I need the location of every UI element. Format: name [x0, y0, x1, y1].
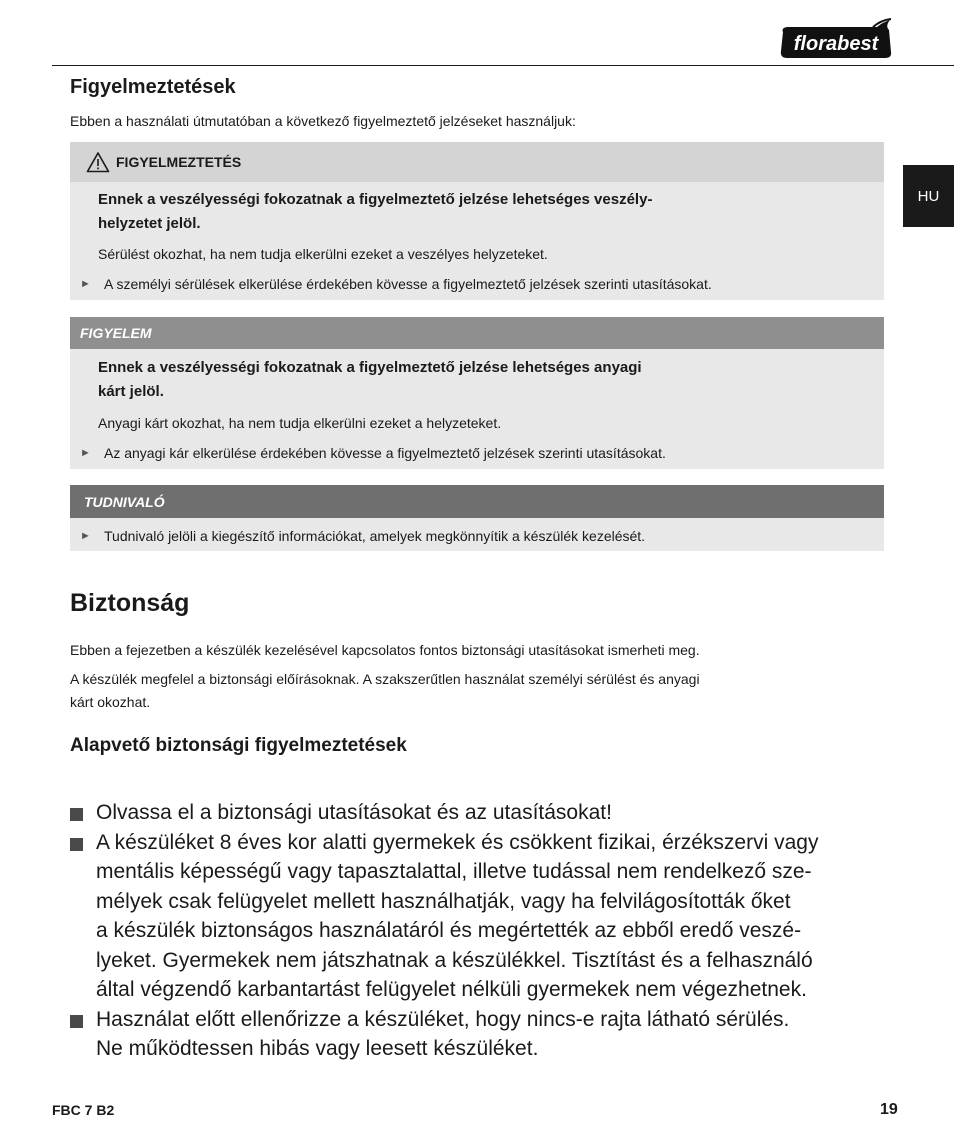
warning-box-label: FIGYELMEZTETÉS — [116, 154, 242, 170]
safety-bullet-list — [70, 798, 890, 1064]
square-bullet-icon — [70, 1015, 83, 1028]
caution-box-label: FIGYELEM — [80, 325, 152, 341]
language-tab: HU — [903, 165, 954, 227]
caution-box-bold-1: Ennek a veszélyességi fokozatnak a figyelmeztető jelzése lehetséges anyagi — [98, 359, 642, 376]
safety-title: Biztonság — [70, 589, 190, 617]
safety-para-1: Ebben a fejezetben a készülék kezelésével kapcsolatos fontos biztonsági utasításokat ismerheti meg. — [70, 642, 700, 658]
warning-box-instruction-text: A személyi sérülések elkerülése érdekében kövesse a figyelmeztető jelzések szerinti utasításokat. — [104, 276, 712, 292]
bullet-line: Használat előtt ellenőrizze a készüléket, hogy nincs-e rajta látható sérülés. — [96, 1007, 790, 1031]
arrow-right-icon: ► — [80, 278, 91, 290]
warning-triangle-icon — [86, 151, 110, 173]
page-number: 19 — [880, 1101, 898, 1118]
caution-box — [70, 317, 884, 469]
safety-para-2-line-2: kárt okozhat. — [70, 694, 151, 710]
bullet-line: által végzendő karbantartást felügyelet nélküli gyermekek nem végezhetnek. — [96, 978, 807, 1001]
list-item — [70, 1005, 890, 1064]
note-box-label: TUDNIVALÓ — [84, 493, 165, 510]
safety-para-2-line-1: A készülék megfelel a biztonsági előírásoknak. A szakszerűtlen használat személyi sérülést és anyagi — [70, 671, 700, 687]
warning-box-bold-1: Ennek a veszélyességi fokozatnak a figyelmeztető jelzése lehetséges veszély- — [98, 191, 653, 208]
warning-box-text: Sérülést okozhat, ha nem tudja elkerülni ezeket a veszélyes helyzeteket. — [98, 246, 548, 262]
bullet-line: Ne működtessen hibás vagy leesett készüléket. — [96, 1037, 539, 1060]
bullet-line: A készüléket 8 éves kor alatti gyermekek és csökkent fizikai, érzékszervi vagy — [96, 830, 819, 854]
note-box-instruction — [80, 528, 645, 544]
warnings-heading: Figyelmeztetések — [70, 76, 236, 98]
list-item — [70, 798, 890, 828]
caution-box-instruction — [80, 445, 666, 461]
caution-box-header — [70, 317, 884, 349]
basic-safety-heading: Alapvető biztonsági figyelmeztetések — [70, 735, 407, 756]
bullet-line: mélyek csak felügyelet mellett használhatják, vagy ha felvilágosították őket — [96, 889, 791, 913]
svg-text:florabest: florabest — [793, 33, 879, 55]
bullet-line: a készülék biztonságos használatáról és megértették az ebből eredő veszé- — [96, 919, 802, 942]
caution-box-text: Anyagi kárt okozhat, ha nem tudja elkerülni ezeket a helyzeteket. — [98, 415, 502, 431]
warning-box-header — [70, 142, 884, 182]
caution-box-bold-2: kárt jelöl. — [98, 383, 164, 400]
model-number: FBC 7 B2 — [52, 1102, 115, 1118]
header-rule — [52, 65, 954, 66]
florabest-logo — [777, 18, 895, 60]
warning-box-instruction — [80, 276, 712, 292]
caution-box-instruction-text: Az anyagi kár elkerülése érdekében kövesse a figyelmeztető jelzések szerinti utasításokat. — [104, 445, 666, 461]
warnings-intro: Ebben a használati útmutatóban a következő figyelmeztető jelzéseket használjuk: — [70, 113, 576, 129]
warning-box-bold-2: helyzetet jelöl. — [98, 215, 201, 232]
arrow-right-icon: ► — [80, 447, 91, 459]
bullet-line: Olvassa el a biztonsági utasításokat és az utasításokat! — [96, 801, 612, 824]
bullet-line: lyeket. Gyermekek nem játszhatnak a készülékkel. Tisztítást és a felhasználó — [96, 948, 813, 972]
note-box — [70, 485, 884, 551]
bullet-line: mentális képességű vagy tapasztalattal, illetve tudással nem rendelkező sze- — [96, 860, 812, 883]
note-box-instruction-text: Tudnivaló jelöli a kiegészítő információkat, amelyek megkönnyítik a készülék kezelését. — [104, 528, 646, 544]
list-item — [70, 828, 890, 1005]
square-bullet-icon — [70, 838, 83, 851]
note-box-header — [70, 485, 884, 518]
square-bullet-icon — [70, 808, 83, 821]
arrow-right-icon: ► — [80, 530, 91, 542]
warning-box — [70, 142, 884, 300]
